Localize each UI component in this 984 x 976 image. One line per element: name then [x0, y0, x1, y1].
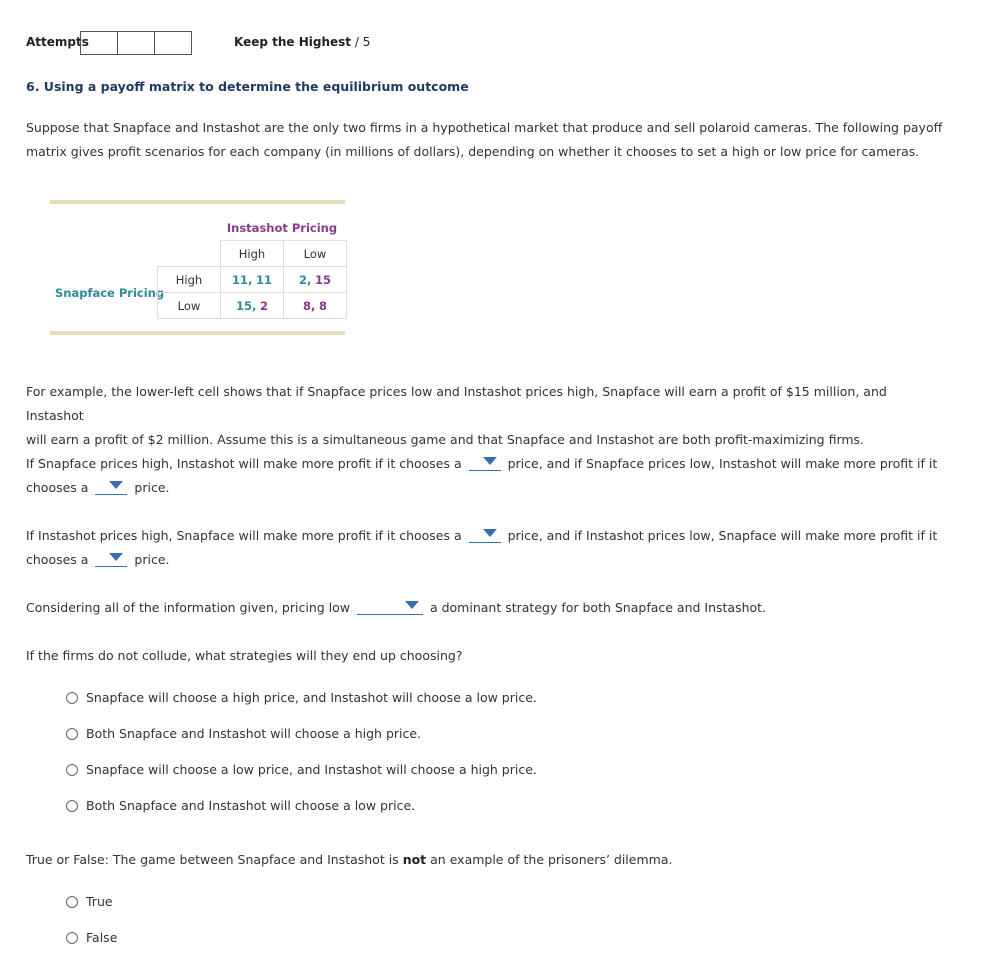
attempts-tracker [80, 31, 191, 55]
dominant-strategy-dropdown[interactable] [357, 596, 423, 615]
chevron-down-icon [405, 601, 419, 609]
attempts-label: Attempts [26, 35, 89, 49]
keep-score: / 5 [354, 35, 371, 49]
attempt-box [117, 31, 155, 55]
question-title: 6. Using a payoff matrix to determine the equilibrium outcome [26, 79, 469, 94]
question-dominant-strategy [26, 596, 946, 620]
question-instashot-response [26, 452, 946, 500]
instashot-payoff: 15 [315, 272, 332, 287]
instashot-high-dropdown[interactable] [469, 452, 501, 471]
chevron-down-icon [483, 457, 497, 465]
question-prisoners-dilemma [26, 848, 946, 872]
option-label: Both Snapface and Instashot will choose a low price. [86, 798, 416, 813]
snapface-high-dropdown[interactable] [469, 524, 501, 543]
row-header-high: High [158, 267, 221, 293]
payoff-matrix [157, 240, 347, 319]
radio-button[interactable] [66, 728, 78, 740]
matrix-bottom-bar [50, 331, 345, 335]
snapface-payoff: 8 [302, 298, 311, 313]
chevron-down-icon [109, 553, 123, 561]
q5-text: True or False: The game between Snapface and Instashot is [26, 852, 399, 867]
attempt-box [154, 31, 192, 55]
payoff-separator: , [247, 272, 253, 287]
option-label: Snapface will choose a low price, and Instashot will choose a high price. [86, 762, 537, 777]
intro-line: Suppose that Snapface and Instashot are the only two firms in a hypothetical market that produce and sell polaroid cameras. The following payoff [26, 120, 943, 135]
chevron-down-icon [109, 481, 123, 489]
keep-highest [234, 35, 370, 49]
true-option[interactable] [66, 894, 113, 909]
matrix-top-bar [50, 200, 345, 204]
q5-emphasis: not [402, 852, 427, 867]
radio-button[interactable] [66, 764, 78, 776]
payoff-separator: , [310, 298, 316, 313]
payoff-separator: , [251, 298, 257, 313]
instashot-pricing-label: Instashot Pricing [226, 221, 338, 235]
payoff-separator: , [306, 272, 312, 287]
instashot-payoff: 11 [256, 272, 273, 287]
instashot-payoff: 2 [260, 298, 269, 313]
radio-button[interactable] [66, 692, 78, 704]
payoff-cell [221, 267, 284, 293]
example-paragraph [26, 380, 946, 452]
q1-text: If Snapface prices high, Instashot will make more profit if it chooses a [26, 456, 462, 471]
intro-paragraph [26, 116, 946, 164]
attempt-box [80, 31, 118, 55]
snapface-payoff: 11 [231, 272, 248, 287]
keep-label: Keep the Highest [234, 35, 352, 49]
q2-text: price. [134, 552, 170, 567]
example-line: For example, the lower-left cell shows that if Snapface prices low and Instashot prices high, Snapface will earn a profit of $15 million, and Instashot [26, 384, 887, 423]
instashot-payoff: 8 [319, 298, 328, 313]
q2-text: If Instashot prices high, Snapface will make more profit if it chooses a [26, 528, 462, 543]
q5-text: an example of the prisoners’ dilemma. [430, 852, 673, 867]
chevron-down-icon [483, 529, 497, 537]
radio-button[interactable] [66, 896, 78, 908]
payoff-cell [284, 293, 347, 319]
snapface-payoff: 2 [298, 272, 307, 287]
question-strategies-prompt: If the firms do not collude, what strategies will they end up choosing? [26, 648, 463, 663]
intro-line: matrix gives profit scenarios for each company (in millions of dollars), depending on whether it chooses to set a high or low price for cameras. [26, 144, 920, 159]
option-label: False [86, 930, 118, 945]
q3-text: a dominant strategy for both Snapface and Instashot. [429, 600, 767, 615]
strategy-option[interactable] [66, 798, 415, 813]
strategy-option[interactable] [66, 690, 537, 705]
col-header-low: Low [284, 241, 347, 267]
false-option[interactable] [66, 930, 117, 945]
payoff-cell [284, 267, 347, 293]
radio-button[interactable] [66, 800, 78, 812]
strategy-option[interactable] [66, 726, 421, 741]
option-label: True [86, 894, 113, 909]
example-line: will earn a profit of $2 million. Assume this is a simultaneous game and that Snapface and Instashot are both profit-maximizing firms. [26, 432, 865, 447]
option-label: Both Snapface and Instashot will choose a high price. [86, 726, 422, 741]
q3-text: Considering all of the information given, pricing low [26, 600, 350, 615]
col-header-high: High [221, 241, 284, 267]
question-snapface-response [26, 524, 946, 572]
radio-button[interactable] [66, 932, 78, 944]
snapface-low-dropdown[interactable] [95, 548, 127, 567]
q1-text: price. [134, 480, 170, 495]
snapface-payoff: 15 [235, 298, 252, 313]
strategy-option[interactable] [66, 762, 537, 777]
q1-text: price, and if Snapface prices low, Instashot will make more profit if it [507, 456, 938, 471]
option-label: Snapface will choose a high price, and Instashot will choose a low price. [86, 690, 537, 705]
row-header-low: Low [158, 293, 221, 319]
q2-text: price, and if Instashot prices low, Snapface will make more profit if it [507, 528, 938, 543]
instashot-low-dropdown[interactable] [95, 476, 127, 495]
payoff-cell [221, 293, 284, 319]
q2-text: chooses a [26, 552, 89, 567]
q1-text: chooses a [26, 480, 89, 495]
snapface-pricing-label: Snapface Pricing [55, 286, 165, 300]
